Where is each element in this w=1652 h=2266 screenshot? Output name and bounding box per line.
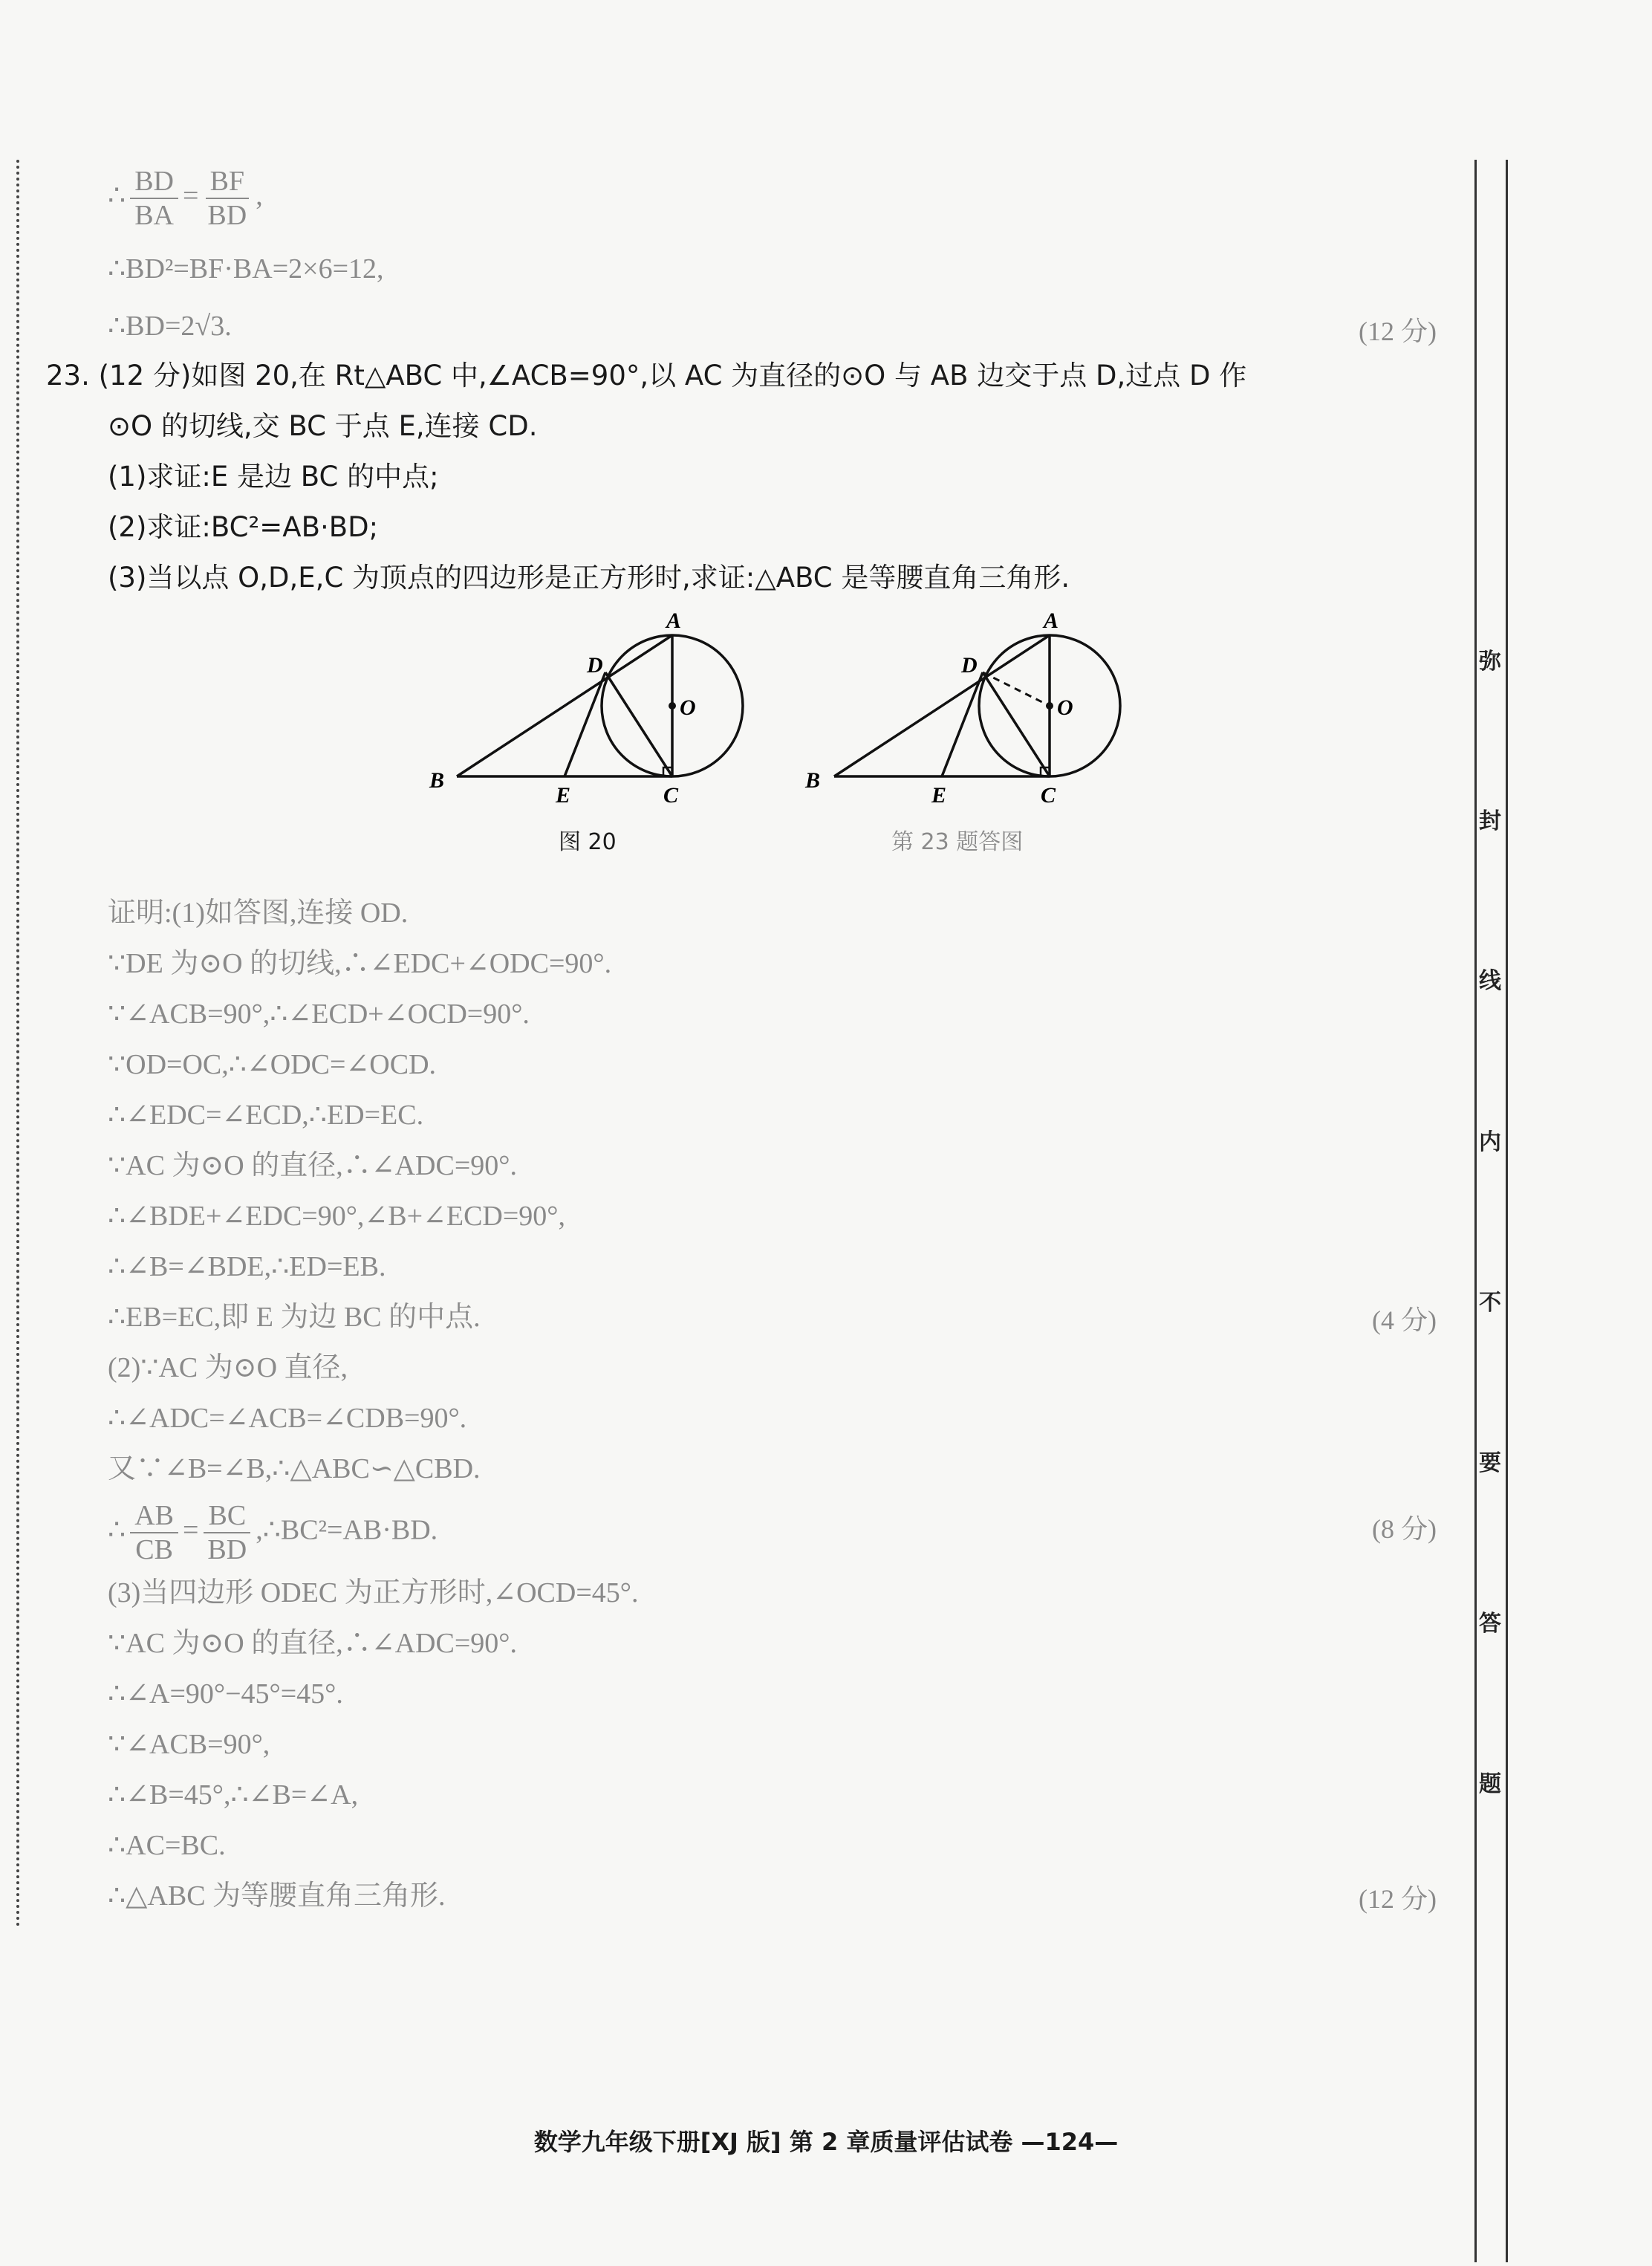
label-c: C bbox=[1041, 783, 1056, 808]
label-b: B bbox=[429, 768, 445, 793]
fraction: $\frac{BC}{BD}$ bbox=[203, 1499, 251, 1566]
margin-char-1: 弥 bbox=[1479, 649, 1501, 675]
figure-20 bbox=[416, 602, 758, 817]
proof-line-7: ∴∠BDE+∠EDC=90°,∠B+∠ECD=90°, bbox=[108, 1201, 565, 1232]
proof-line-6: ∵AC 为⊙O 的直径,∴∠ADC=90°. bbox=[108, 1150, 517, 1181]
answer-figure bbox=[793, 602, 1135, 817]
label-e: E bbox=[931, 783, 947, 808]
margin-char-8: 题 bbox=[1479, 1771, 1501, 1797]
label-e: E bbox=[556, 783, 571, 808]
left-dotted-border bbox=[16, 160, 19, 1928]
margin-char-5: 不 bbox=[1479, 1290, 1501, 1316]
label-o: O bbox=[1057, 695, 1073, 720]
margin-char-7: 答 bbox=[1479, 1611, 1501, 1637]
segment-de bbox=[565, 672, 605, 776]
fraction: $\frac{AB}{CB}$ bbox=[130, 1499, 178, 1566]
proof-line-19: ∴AC=BC. bbox=[108, 1830, 226, 1861]
answer-figure-caption: 第 23 题答图 bbox=[891, 829, 1024, 855]
fraction: $\frac{BF}{BD}$ bbox=[203, 165, 251, 232]
segment-de bbox=[942, 672, 983, 776]
label-b: B bbox=[805, 768, 821, 793]
proof-line-10: (2)∵AC 为⊙O 直径, bbox=[108, 1352, 348, 1383]
proof-line-9: ∴EB=EC,即 E 为边 BC 的中点. bbox=[108, 1302, 481, 1333]
margin-char-4: 内 bbox=[1479, 1129, 1501, 1155]
question-line-1: 23. (12 分)如图 20,在 Rt△ABC 中,∠ACB=90°,以 AC 为直径的⊙O 与 AB 边交于点 D,过点 D 作 bbox=[46, 360, 1247, 392]
segment-ab bbox=[457, 635, 672, 776]
proof-line-1: 证明:(1)如答图,连接 OD. bbox=[108, 897, 409, 929]
label-a: A bbox=[666, 608, 682, 633]
prev-score: (12 分) bbox=[1359, 316, 1437, 346]
proof-line-8: ∴∠B=∠BDE,∴ED=EB. bbox=[108, 1251, 386, 1282]
proof-line-16: ∴∠A=90°−45°=45°. bbox=[108, 1678, 343, 1710]
proof-line-17: ∵∠ACB=90°, bbox=[108, 1729, 270, 1760]
fraction: $\frac{BD}{BA}$ bbox=[130, 165, 178, 232]
margin-char-2: 封 bbox=[1479, 808, 1501, 834]
score-part-2: (8 分) bbox=[1372, 1514, 1437, 1544]
proof-line-4: ∵OD=OC,∴∠ODC=∠OCD. bbox=[108, 1049, 437, 1080]
seal-line-inner bbox=[1506, 160, 1508, 2262]
question-line-2: ⊙O 的切线,交 BC 于点 E,连接 CD. bbox=[108, 410, 538, 442]
proof-line-12: 又∵∠B=∠B,∴△ABC∽△CBD. bbox=[108, 1453, 481, 1484]
question-part-1: (1)求证:E 是边 BC 的中点; bbox=[108, 461, 439, 493]
label-c: C bbox=[663, 783, 679, 808]
proof-line-20: ∴△ABC 为等腰直角三角形. bbox=[108, 1880, 446, 1912]
page-footer: 数学九年级下册[XJ 版] 第 2 章质量评估试卷 —124— bbox=[533, 2128, 1119, 2156]
segment-ab bbox=[834, 635, 1050, 776]
proof-line-2: ∵DE 为⊙O 的切线,∴∠EDC+∠ODC=90°. bbox=[108, 948, 612, 979]
proof-line-3: ∵∠ACB=90°,∴∠ECD+∠OCD=90°. bbox=[108, 999, 530, 1030]
center-dot bbox=[1046, 702, 1053, 710]
margin-char-3: 线 bbox=[1479, 968, 1501, 994]
label-d: D bbox=[961, 653, 978, 678]
center-dot bbox=[669, 702, 676, 710]
proof-line-13: ∴ $\frac{AB}{CB}$ = $\frac{BC}{BD}$ ,∴BC²=AB·BD. bbox=[108, 1500, 438, 1565]
label-o: O bbox=[680, 695, 696, 720]
score-part-3: (12 分) bbox=[1359, 1884, 1437, 1914]
proof-line-18: ∴∠B=45°,∴∠B=∠A, bbox=[108, 1779, 359, 1811]
prev-ratio-line: ∴ $\frac{BD}{BA}$ = $\frac{BF}{BD}$ , bbox=[108, 166, 263, 231]
question-part-2: (2)求证:BC²=AB·BD; bbox=[108, 511, 379, 543]
seal-line-outer bbox=[1474, 160, 1477, 2262]
proof-line-11: ∴∠ADC=∠ACB=∠CDB=90°. bbox=[108, 1403, 467, 1434]
proof-line-5: ∴∠EDC=∠ECD,∴ED=EC. bbox=[108, 1100, 424, 1131]
prev-line-3: ∴BD=2√3. bbox=[108, 311, 232, 342]
prev-line-2: ∴BD²=BF·BA=2×6=12, bbox=[108, 253, 384, 285]
proof-line-15: ∵AC 为⊙O 的直径,∴∠ADC=90°. bbox=[108, 1628, 517, 1659]
label-a: A bbox=[1044, 608, 1059, 633]
proof-line-14: (3)当四边形 ODEC 为正方形时,∠OCD=45°. bbox=[108, 1577, 639, 1608]
figure-20-caption: 图 20 bbox=[559, 829, 617, 855]
question-part-3: (3)当以点 O,D,E,C 为顶点的四边形是正方形时,求证:△ABC 是等腰直角三角形. bbox=[108, 562, 1070, 594]
label-d: D bbox=[587, 653, 603, 678]
segment-cd bbox=[605, 672, 672, 776]
score-part-1: (4 分) bbox=[1372, 1305, 1437, 1335]
margin-char-6: 要 bbox=[1479, 1450, 1501, 1476]
